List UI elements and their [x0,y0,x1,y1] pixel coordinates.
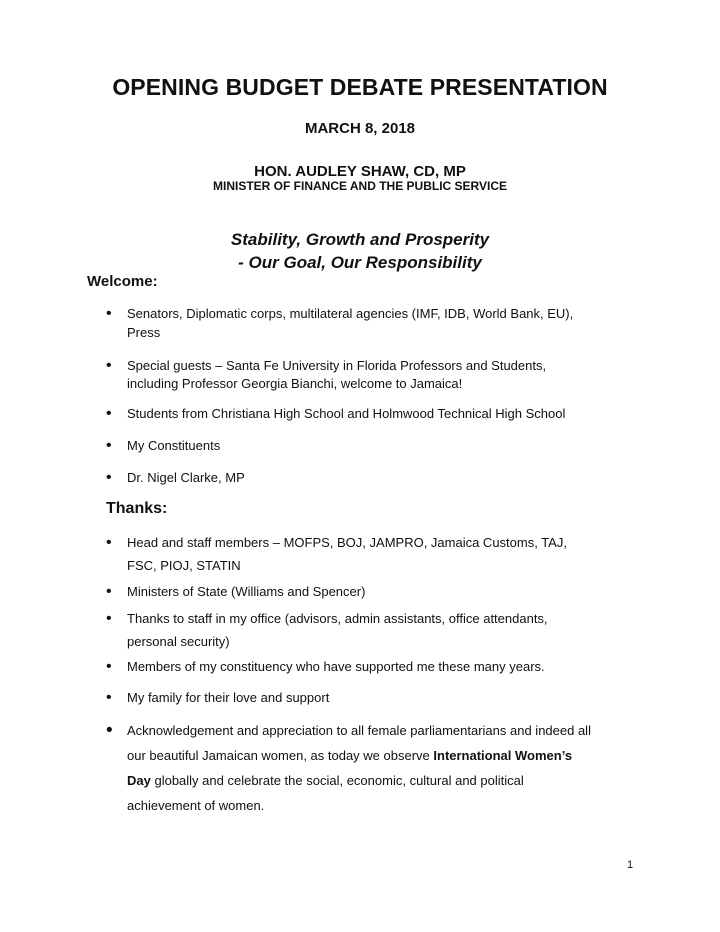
list-item-text: globally and celebrate the social, economic, cultural and political [150,773,524,788]
speaker-name: HON. AUDLEY SHAW, CD, MP [254,163,466,180]
presentation-date: MARCH 8, 2018 [304,120,416,137]
bullet-icon: • [106,720,113,741]
bullet-icon: • [106,689,112,706]
list-item-line: Dr. Nigel Clarke, MP [127,470,245,485]
list-item-text: our beautiful Jamaican women, as today we observe [127,748,434,763]
thanks-heading: Thanks: [106,500,168,517]
bullet-icon: • [106,610,112,627]
list-item-line: FSC, PIOJ, STATIN [127,558,241,573]
list-item-line: including Professor Georgia Bianchi, welcome to Jamaica! [127,376,463,391]
bullet-icon: • [106,405,112,422]
list-item-line: Members of my constituency who have supported me these many years. [127,659,545,674]
observance-name: Day [127,773,151,788]
list-item-line: My Constituents [127,438,221,453]
welcome-heading: Welcome: [87,273,158,290]
bullet-icon: • [106,305,112,322]
list-item-line: Press [127,325,161,340]
list-item-line: Students from Christiana High School and Holmwood Technical High School [127,406,566,421]
theme-line-2: - Our Goal, Our Responsibility [238,253,482,272]
bullet-icon: • [106,357,112,374]
document-title: OPENING BUDGET DEBATE PRESENTATION [112,74,608,100]
bullet-icon: • [106,437,112,454]
list-item-line: Acknowledgement and appreciation to all female parliamentarians and indeed all [127,723,591,738]
list-item-line: Thanks to staff in my office (advisors, admin assistants, office attendants, [127,611,548,626]
list-item-line: personal security) [127,634,230,649]
page-number: 1 [627,859,634,871]
theme-line-1: Stability, Growth and Prosperity [230,230,490,249]
list-item-line [127,748,572,763]
bullet-icon: • [106,583,112,600]
speaker-office: MINISTER OF FINANCE AND THE PUBLIC SERVICE [212,179,508,193]
bullet-icon: • [106,534,112,551]
bullet-icon: • [106,469,112,486]
bullet-icon: • [106,658,112,675]
list-item-line: Special guests – Santa Fe University in Florida Professors and Students, [127,358,547,373]
list-item-line: Head and staff members – MOFPS, BOJ, JAMPRO, Jamaica Customs, TAJ, [127,535,567,550]
list-item-line: Senators, Diplomatic corps, multilateral agencies (IMF, IDB, World Bank, EU), [127,306,574,321]
list-item-line: Ministers of State (Williams and Spencer) [127,584,366,599]
observance-name: International Women’s [433,748,573,763]
list-item-line [127,773,524,788]
list-item-line: My family for their love and support [127,690,330,705]
list-item-line: achievement of women. [127,798,265,813]
